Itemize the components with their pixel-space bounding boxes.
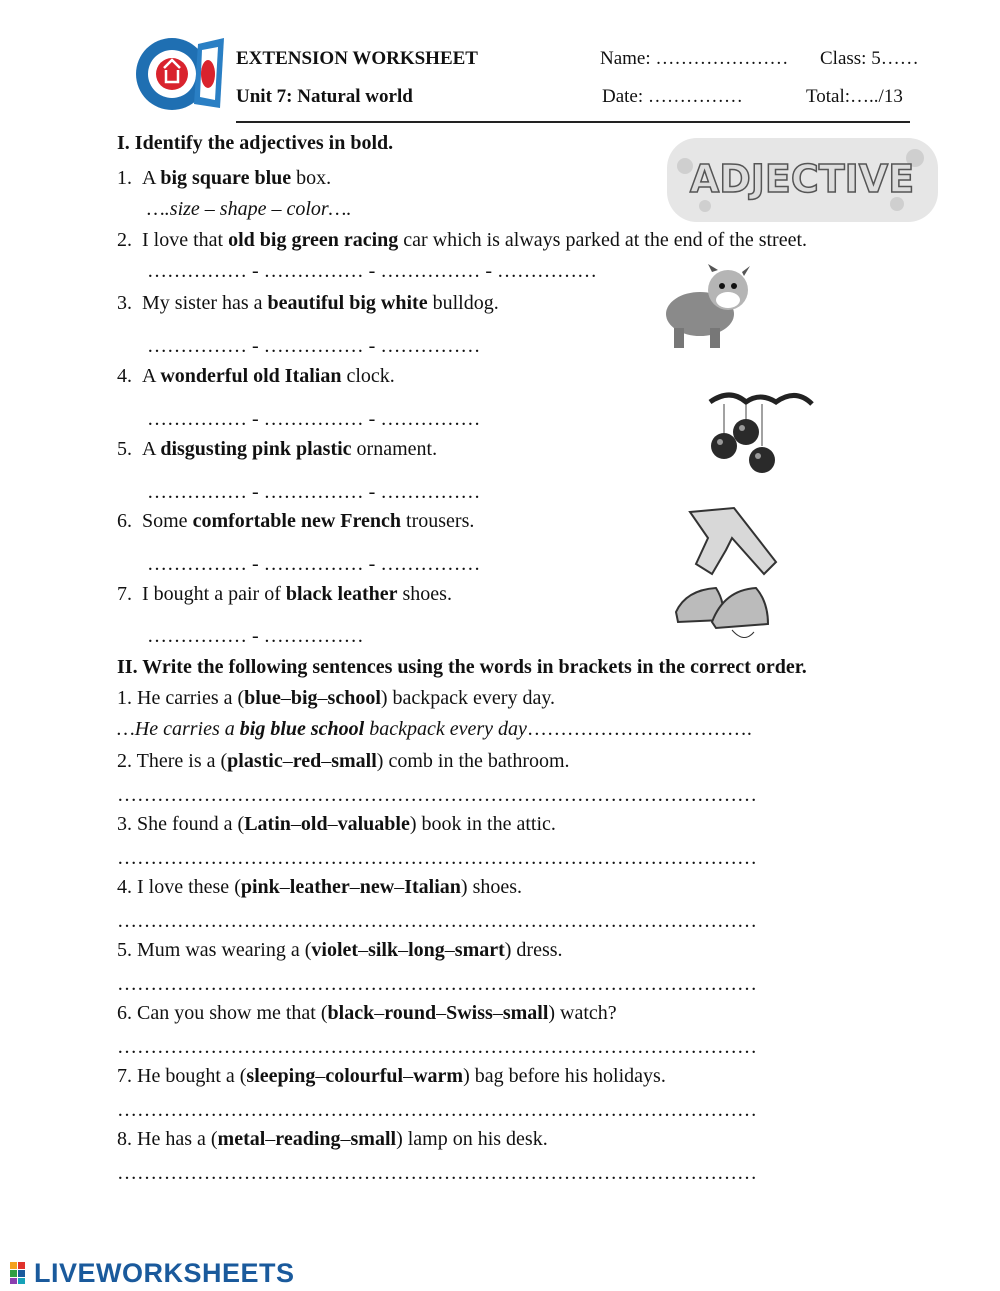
bracket-word: sleeping <box>246 1065 316 1087</box>
answer-line[interactable]: …………………………………………………………………………………… <box>117 1036 757 1058</box>
question-text: ) backpack every day. <box>380 687 556 709</box>
question-text: A <box>142 438 161 460</box>
answer-blank[interactable]: …………… - …………… - …………… <box>147 553 481 575</box>
question-number: 1. <box>117 167 132 189</box>
example-bold: big blue school <box>239 718 365 740</box>
example-dots: ……………………………. <box>526 718 752 740</box>
example-text: …He carries a <box>117 718 240 740</box>
bold-adjectives: beautiful big white <box>267 292 428 314</box>
question-number: 2. <box>117 229 132 251</box>
example-answer: ….size – shape – color…. <box>147 198 352 220</box>
bracket-word: Italian <box>404 876 461 898</box>
question-text: clock. <box>341 365 395 387</box>
answer-blank[interactable]: …………… - …………… - …………… <box>147 481 481 503</box>
bracket-word: reading <box>275 1128 341 1150</box>
bracket-word: Latin <box>244 813 291 835</box>
bracket-word: Swiss <box>446 1002 493 1024</box>
bracket-word: colourful <box>325 1065 404 1087</box>
section2-question: 2. There is a (plastic–red–small) comb in the bathroom. <box>117 750 570 772</box>
bulldog-image <box>660 262 755 352</box>
section2-question: 1. He carries a (blue–big–school) backpack every day. <box>117 687 556 709</box>
bracket-word: school <box>327 687 381 709</box>
bold-adjectives: black leather <box>285 583 398 605</box>
question-text: ) shoes. <box>460 876 523 898</box>
section2-question: 5. Mum was wearing a (violet–silk–long–smart) dress. <box>117 939 563 961</box>
question-text: ) watch? <box>548 1002 617 1024</box>
bracket-word: smart <box>454 939 505 961</box>
unit-title: Unit 7: Natural world <box>236 86 413 107</box>
question-text: I bought a pair of <box>142 583 286 605</box>
bracket-word: plastic <box>227 750 283 772</box>
question-text: Some <box>142 510 193 532</box>
answer-line[interactable]: …………………………………………………………………………………… <box>117 784 757 806</box>
bracket-word: small <box>502 1002 549 1024</box>
bracket-word: small <box>350 1128 397 1150</box>
example-text: backpack every day <box>364 718 527 740</box>
bracket-word: red <box>292 750 322 772</box>
bold-adjectives: wonderful old Italian <box>160 365 342 387</box>
bracket-word: long <box>408 939 445 961</box>
bracket-word: silk <box>368 939 399 961</box>
question-text: 1. He carries a ( <box>117 687 245 709</box>
answer-line[interactable]: …………………………………………………………………………………… <box>117 847 757 869</box>
question-text: I love that <box>142 229 229 251</box>
bracket-word: new <box>359 876 395 898</box>
bracket-word: metal <box>217 1128 266 1150</box>
trousers-shoes-image <box>672 504 782 644</box>
question-text: A <box>142 167 161 189</box>
ornament-image <box>700 388 818 483</box>
answer-blank[interactable]: …………… - …………… - …………… <box>147 408 481 430</box>
question-text: ) comb in the bathroom. <box>376 750 570 772</box>
section2-question: 8. He has a (metal–reading–small) lamp on his desk. <box>117 1128 548 1150</box>
bracket-word: small <box>331 750 377 772</box>
banner-text: ADJECTIVE <box>689 157 915 201</box>
bold-adjectives: big square blue <box>160 167 292 189</box>
bold-adjectives: comfortable new French <box>192 510 402 532</box>
name-field[interactable]: Name: ………………… <box>600 48 789 69</box>
answer-blank[interactable]: …………… - …………… - …………… <box>147 335 481 357</box>
bracket-word: warm <box>413 1065 464 1087</box>
example-answer <box>117 718 752 741</box>
question-number: 3. <box>117 292 132 314</box>
question-text: 6. Can you show me that ( <box>117 1002 328 1024</box>
question-text: ) book in the attic. <box>409 813 556 835</box>
section1-heading: I. Identify the adjectives in bold. <box>117 132 394 154</box>
bracket-word: leather <box>289 876 350 898</box>
answer-line[interactable]: …………………………………………………………………………………… <box>117 1099 757 1121</box>
question-text: shoes. <box>397 583 452 605</box>
answer-line[interactable]: …………………………………………………………………………………… <box>117 973 757 995</box>
question-text: ) bag before his holidays. <box>463 1065 666 1087</box>
bracket-word: blue <box>244 687 281 709</box>
question-text: 3. She found a ( <box>117 813 245 835</box>
question-number: 5. <box>117 438 132 460</box>
question-text: 4. I love these ( <box>117 876 241 898</box>
section1-question <box>117 229 807 252</box>
header-divider <box>236 121 910 123</box>
question-text: box. <box>291 167 332 189</box>
date-field[interactable]: Date: …………… <box>602 86 743 107</box>
bracket-word: pink <box>240 876 280 898</box>
question-text: A <box>142 365 161 387</box>
bold-adjectives: disgusting pink plastic <box>160 438 352 460</box>
question-number: 7. <box>117 583 132 605</box>
question-text: ornament. <box>351 438 438 460</box>
section1-question <box>117 365 395 388</box>
section1-question <box>117 438 437 461</box>
adjective-banner-image <box>665 136 940 224</box>
question-text: 5. Mum was wearing a ( <box>117 939 312 961</box>
bracket-word: old <box>300 813 328 835</box>
worksheet-title: EXTENSION WORKSHEET <box>236 48 478 69</box>
question-text: 2. There is a ( <box>117 750 228 772</box>
section2-question: 4. I love these (pink–leather–new–Italian) shoes. <box>117 876 523 898</box>
section1-question <box>117 167 331 190</box>
section2-heading: II. Write the following sentences using the words in brackets in the correct order. <box>117 656 807 678</box>
section2-question: 6. Can you show me that (black–round–Swiss–small) watch? <box>117 1002 617 1024</box>
answer-blank[interactable]: …………… - …………… - …………… - …………… <box>147 260 597 282</box>
bold-adjectives: old big green racing <box>228 229 399 251</box>
answer-line[interactable]: …………………………………………………………………………………… <box>117 1162 757 1184</box>
question-number: 4. <box>117 365 132 387</box>
liveworksheets-logo-icon <box>10 1262 34 1284</box>
question-text: 8. He has a ( <box>117 1128 218 1150</box>
question-text: ) dress. <box>504 939 563 961</box>
liveworksheets-brand[interactable]: LIVEWORKSHEETS <box>34 1258 295 1288</box>
total-field: Total:…../13 <box>806 86 903 107</box>
section2-question: 7. He bought a (sleeping–colourful–warm) bag before his holidays. <box>117 1065 666 1087</box>
bracket-word: round <box>384 1002 437 1024</box>
question-text: trousers. <box>401 510 475 532</box>
question-text: My sister has a <box>142 292 268 314</box>
bracket-word: big <box>290 687 318 709</box>
question-text: 7. He bought a ( <box>117 1065 247 1087</box>
question-text: car which is always parked at the end of the street. <box>398 229 808 251</box>
section1-question <box>117 583 452 606</box>
bracket-word: black <box>327 1002 375 1024</box>
bracket-word: valuable <box>337 813 410 835</box>
section1-question <box>117 510 474 533</box>
section1-question <box>117 292 499 315</box>
question-text: bulldog. <box>427 292 499 314</box>
question-text: ) lamp on his desk. <box>396 1128 548 1150</box>
bracket-word: violet <box>311 939 359 961</box>
class-field[interactable]: Class: 5…… <box>820 48 919 69</box>
answer-blank[interactable]: …………… - …………… <box>147 625 364 647</box>
answer-line[interactable]: …………………………………………………………………………………… <box>117 910 757 932</box>
school-logo <box>128 34 226 114</box>
section2-question: 3. She found a (Latin–old–valuable) book in the attic. <box>117 813 556 835</box>
question-number: 6. <box>117 510 132 532</box>
